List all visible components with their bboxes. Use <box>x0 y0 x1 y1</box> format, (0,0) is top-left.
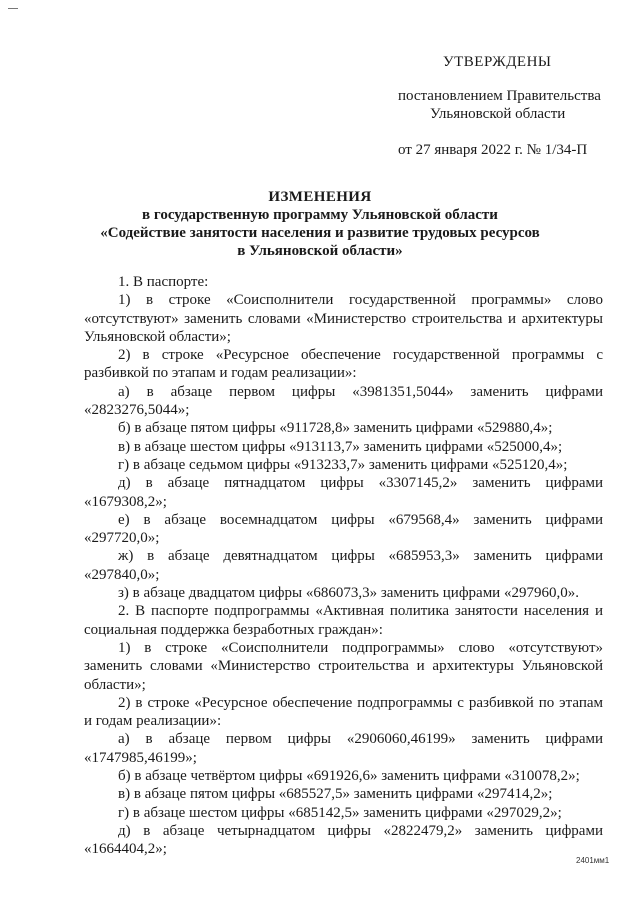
paragraph: а) в абзаце первом цифры «3981351,5044» заменить цифрами «2823276,5044»; <box>84 383 603 419</box>
document-subtitle-line-4: в Ульяновской области» <box>237 243 403 259</box>
paragraph: д) в абзаце пятнадцатом цифры «3307145,2» заменить цифрами «1679308,2»; <box>84 475 603 510</box>
document-title: ИЗМЕНЕНИЯ <box>268 189 372 205</box>
paragraph: ж) в абзаце девятнадцатом цифры «685953,3» заменить цифрами «297840,0»; <box>84 548 603 583</box>
paragraph: 2. В паспорте подпрограммы «Активная политика занятости населения и социальная поддержка безработных граждан»: <box>84 603 603 638</box>
document-subtitle-line-3: «Содействие занятости населения и развитие трудовых ресурсов <box>100 225 540 241</box>
paragraph: в) в абзаце шестом цифры «913113,7» заменить цифрами «525000,4»; <box>118 438 563 455</box>
paragraph: б) в абзаце пятом цифры «911728,8» заменить цифрами «529880,4»; <box>118 420 553 437</box>
scan-mark <box>8 8 18 9</box>
document-subtitle-line-2: в государственную программу Ульяновской области <box>142 207 498 223</box>
paragraph: д) в абзаце четырнадцатом цифры «2822479,2» заменить цифрами «1664404,2»; <box>84 822 603 858</box>
resolution-line-2: Ульяновской области <box>430 106 566 122</box>
paragraph: 1) в строке «Соисполнители подпрограммы» слово «отсутствуют» заменить словами «Министерство строительства и архитектуры Ульяновской области»; <box>84 639 603 693</box>
footer-code: 2401мм1 <box>576 856 610 865</box>
paragraph: з) в абзаце двадцатом цифры «686073,3» заменить цифрами «297960,0». <box>118 585 579 602</box>
approval-heading: УТВЕРЖДЕНЫ <box>443 54 552 70</box>
paragraph: 2) в строке «Ресурсное обеспечение подпрограммы с разбивкой по этапам и годам реализации»: <box>84 694 603 730</box>
paragraph: е) в абзаце восемнадцатом цифры «679568,4» заменить цифрами «297720,0»; <box>84 511 603 547</box>
paragraph: г) в абзаце шестом цифры «685142,5» заменить цифрами «297029,2»; <box>118 804 562 821</box>
paragraph: в) в абзаце пятом цифры «685527,5» заменить цифрами «297414,2»; <box>118 786 553 803</box>
resolution-date-number: от 27 января 2022 г. № 1/34-П <box>398 142 588 158</box>
paragraph: 2) в строке «Ресурсное обеспечение государственной программы с разбивкой по этапам и годам реализации»: <box>84 347 603 382</box>
paragraph: 1) в строке «Соисполнители государственной программы» слово «отсутствуют» заменить словами «Министерство строительства и архитектуры Ульяновской области»; <box>84 292 603 345</box>
paragraph: г) в абзаце седьмом цифры «913233,7» заменить цифрами «525120,4»; <box>118 456 568 473</box>
paragraph: 1. В паспорте: <box>118 274 209 290</box>
paragraph: б) в абзаце четвёртом цифры «691926,6» заменить цифрами «310078,2»; <box>118 768 580 785</box>
paragraph: а) в абзаце первом цифры «2906060,46199» заменить цифрами «1747985,46199»; <box>84 731 603 766</box>
resolution-line-1: постановлением Правительства <box>398 88 601 104</box>
document-body <box>84 273 603 859</box>
